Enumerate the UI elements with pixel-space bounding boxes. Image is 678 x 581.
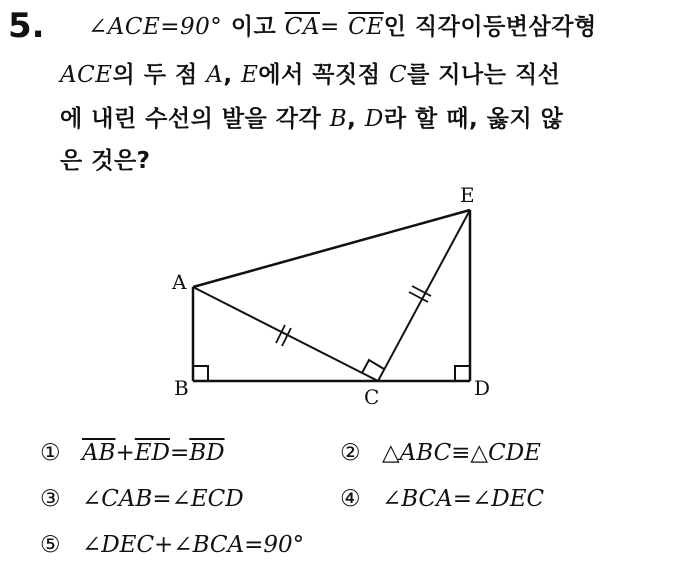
choice-1[interactable] bbox=[40, 440, 225, 466]
choice-text: △ABC≡△CDE bbox=[381, 440, 541, 466]
choice-number: ① bbox=[40, 440, 61, 466]
plus-sign: + bbox=[115, 440, 135, 466]
segment-ae bbox=[193, 210, 470, 287]
vertex-c-label: C bbox=[388, 62, 408, 88]
choice-3[interactable] bbox=[40, 486, 244, 512]
point-e-label: E bbox=[241, 62, 259, 88]
segment-bd: $\overline{BD}$ bbox=[189, 440, 225, 466]
segment-ac bbox=[193, 287, 378, 381]
choice-5[interactable] bbox=[40, 532, 304, 558]
right-angle-mark-b bbox=[193, 366, 208, 381]
foot-d-label: D bbox=[364, 106, 384, 132]
label-b: B bbox=[174, 376, 189, 400]
segment-ab: $\overline{AB}$ bbox=[81, 440, 116, 466]
choice-text: ∠CAB=∠ECD bbox=[81, 486, 244, 512]
comma: , bbox=[347, 106, 365, 132]
segment-ce: $\overline{CE}$ bbox=[348, 14, 384, 40]
choice-text: ∠BCA=∠DEC bbox=[381, 486, 545, 512]
label-c: C bbox=[364, 385, 380, 409]
choice-number: ⑤ bbox=[40, 532, 61, 558]
choice-number: ④ bbox=[340, 486, 361, 512]
equals-sign: = bbox=[169, 440, 190, 466]
text-line4: 은 것은? bbox=[60, 148, 151, 174]
text-line2-c: 를 지나는 직선 bbox=[407, 62, 561, 88]
choice-number: ② bbox=[340, 440, 361, 466]
segment-ce bbox=[378, 210, 470, 381]
label-e: E bbox=[460, 183, 475, 207]
equals-sign: = bbox=[320, 14, 340, 40]
question-number: 5. bbox=[8, 6, 45, 46]
text-line3-b: 라 할 때, 옳지 않 bbox=[383, 106, 564, 132]
segment-ed: $\overline{ED}$ bbox=[134, 440, 170, 466]
text-igo: 이고 bbox=[230, 14, 277, 40]
choice-text: ∠DEC+∠BCA=90° bbox=[81, 532, 305, 558]
text-line2-a: 의 두 점 bbox=[112, 62, 207, 88]
comma: , bbox=[223, 62, 242, 88]
choice-number: ③ bbox=[40, 486, 61, 512]
label-a: A bbox=[172, 270, 187, 294]
choice-2[interactable] bbox=[340, 440, 541, 466]
text-line3-a: 에 내린 수선의 발을 각각 bbox=[60, 106, 330, 132]
angle-ace: ∠ACE=90° bbox=[88, 14, 223, 40]
triangle-ace: ACE bbox=[60, 62, 113, 88]
right-angle-mark-d bbox=[455, 366, 470, 381]
segment-ca: $\overline{CA}$ bbox=[284, 14, 320, 40]
text-line2-b: 에서 꼭짓점 bbox=[258, 62, 389, 88]
point-a-label: A bbox=[206, 62, 224, 88]
choice-4[interactable] bbox=[340, 486, 544, 512]
label-d: D bbox=[474, 376, 491, 400]
right-angle-mark-c bbox=[362, 360, 384, 373]
foot-b-label: B bbox=[329, 106, 348, 132]
text-right-isosceles: 인 직각이등변삼각형 bbox=[383, 14, 597, 40]
